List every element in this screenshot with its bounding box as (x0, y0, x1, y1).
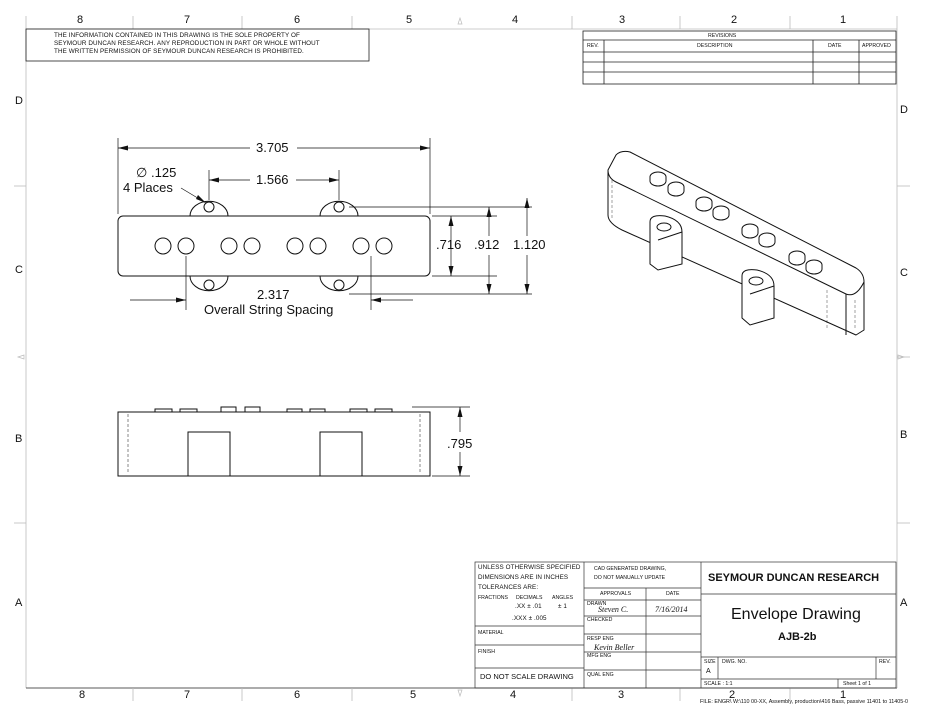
zone-label-top-1: 1 (840, 14, 847, 26)
notice-line-3: THE WRITTEN PERMISSION OF SEYMOUR DUNCAN RESEARCH IS PROHIBITED. (54, 48, 304, 55)
zone-label-left-a: A (15, 597, 23, 609)
zone-label-left-c: C (15, 264, 23, 276)
tolerance-fractions: FRACTIONS (478, 595, 508, 601)
zone-label-top-4: 4 (512, 14, 519, 26)
cad-note-line-1: CAD GENERATED DRAWING, (594, 566, 667, 572)
resp-eng-name: Kevin Beller (594, 643, 635, 652)
dimension-hole-count: 4 Places (123, 180, 173, 195)
part-number: AJB-2b (778, 631, 817, 643)
tolerance-decimals: DECIMALS (516, 595, 543, 601)
rev-label: REV. (879, 659, 891, 665)
sheet-label: Sheet 1 of 1 (843, 681, 871, 687)
revisions-rev-header: REV. (587, 43, 599, 49)
zone-label-bottom-8: 8 (79, 689, 86, 701)
zone-label-bottom-1: 1 (840, 689, 847, 701)
revisions-title: REVISIONS (708, 33, 737, 39)
dimension-hole-spacing: 1.566 (256, 172, 289, 187)
drawn-label: DRAWN (587, 601, 607, 607)
drawn-by-name: Steven C. (598, 605, 629, 614)
zone-label-top-6: 6 (294, 14, 301, 26)
notice-line-2: SEYMOUR DUNCAN RESEARCH. ANY REPRODUCTION IN PART OR WHOLE WITHOUT (54, 40, 320, 47)
zone-label-right-b: B (900, 429, 908, 441)
tolerance-line-1: UNLESS OTHERWISE SPECIFIED (478, 564, 581, 571)
zone-label-bottom-6: 6 (294, 689, 301, 701)
drawing-title: Envelope Drawing (731, 606, 861, 623)
company-name: SEYMOUR DUNCAN RESEARCH (708, 572, 880, 584)
dimension-hole-diameter: .125 (151, 165, 177, 180)
qual-eng-label: QUAL ENG (587, 672, 614, 678)
approvals-header: APPROVALS (600, 591, 632, 597)
size-label: SIZE (704, 659, 716, 665)
tolerance-three-place: .XXX ± .005 (512, 615, 547, 622)
zone-label-bottom-5: 5 (410, 689, 417, 701)
dimension-string-spacing: 2.317 (257, 287, 290, 302)
zone-label-left-d: D (15, 95, 23, 107)
zone-label-top-5: 5 (406, 14, 413, 26)
revisions-approved-header: APPROVED (862, 43, 891, 49)
revisions-description-header: DESCRIPTION (697, 43, 733, 49)
dimension-overall-length: 3.705 (256, 140, 289, 155)
drawn-date: 7/16/2014 (655, 605, 688, 614)
tolerance-two-place: .XX ± .01 (515, 603, 542, 610)
mfg-eng-label: MFG ENG (587, 653, 612, 659)
zone-label-bottom-4: 4 (510, 689, 517, 701)
zone-label-top-8: 8 (77, 14, 84, 26)
do-not-scale-note: DO NOT SCALE DRAWING (480, 672, 574, 681)
zone-label-left-b: B (15, 433, 23, 445)
zone-label-right-c: C (900, 267, 908, 279)
zone-label-bottom-2: 2 (729, 689, 736, 701)
zone-label-top-3: 3 (619, 14, 626, 26)
tolerance-line-3: TOLERANCES ARE: (478, 584, 539, 591)
file-path: FILE: ENGR\ W:\110 00-XX, Assembly, production\416 Bass, passive 11401 to 11405-0 (700, 699, 909, 705)
dimension-string-spacing-label: Overall String Spacing (204, 302, 334, 317)
zone-label-bottom-3: 3 (618, 689, 625, 701)
checked-label: CHECKED (587, 617, 613, 623)
zone-label-top-2: 2 (731, 14, 738, 26)
material-label: MATERIAL (478, 630, 504, 636)
diameter-symbol-icon: ∅ (136, 165, 148, 180)
zone-label-right-a: A (900, 597, 908, 609)
finish-label: FINISH (478, 649, 496, 655)
notice-line-1: THE INFORMATION CONTAINED IN THIS DRAWING IS THE SOLE PROPERTY OF (54, 32, 300, 39)
dimension-mount-width: .912 (474, 237, 500, 252)
zone-label-top-7: 7 (184, 14, 191, 26)
tolerance-line-2: DIMENSIONS ARE IN INCHES (478, 574, 569, 581)
size-value: A (706, 668, 711, 675)
dimension-hole-span: 1.120 (513, 237, 546, 252)
dimension-body-width: .716 (436, 237, 462, 252)
cad-note-line-2: DO NOT MANUALLY UPDATE (594, 575, 666, 581)
zone-label-right-d: D (900, 104, 908, 116)
dwg-no-label: DWG. NO. (722, 659, 747, 665)
tolerance-angles: ANGLES (552, 595, 574, 601)
dimension-height: .795 (447, 436, 473, 451)
scale-label: SCALE : 1:1 (704, 681, 733, 687)
revisions-date-header: DATE (828, 43, 842, 49)
tolerance-angle-value: ± 1 (558, 603, 568, 610)
approvals-date-header: DATE (666, 591, 680, 597)
zone-label-bottom-7: 7 (184, 689, 191, 701)
resp-eng-label: RESP ENG (587, 636, 614, 642)
